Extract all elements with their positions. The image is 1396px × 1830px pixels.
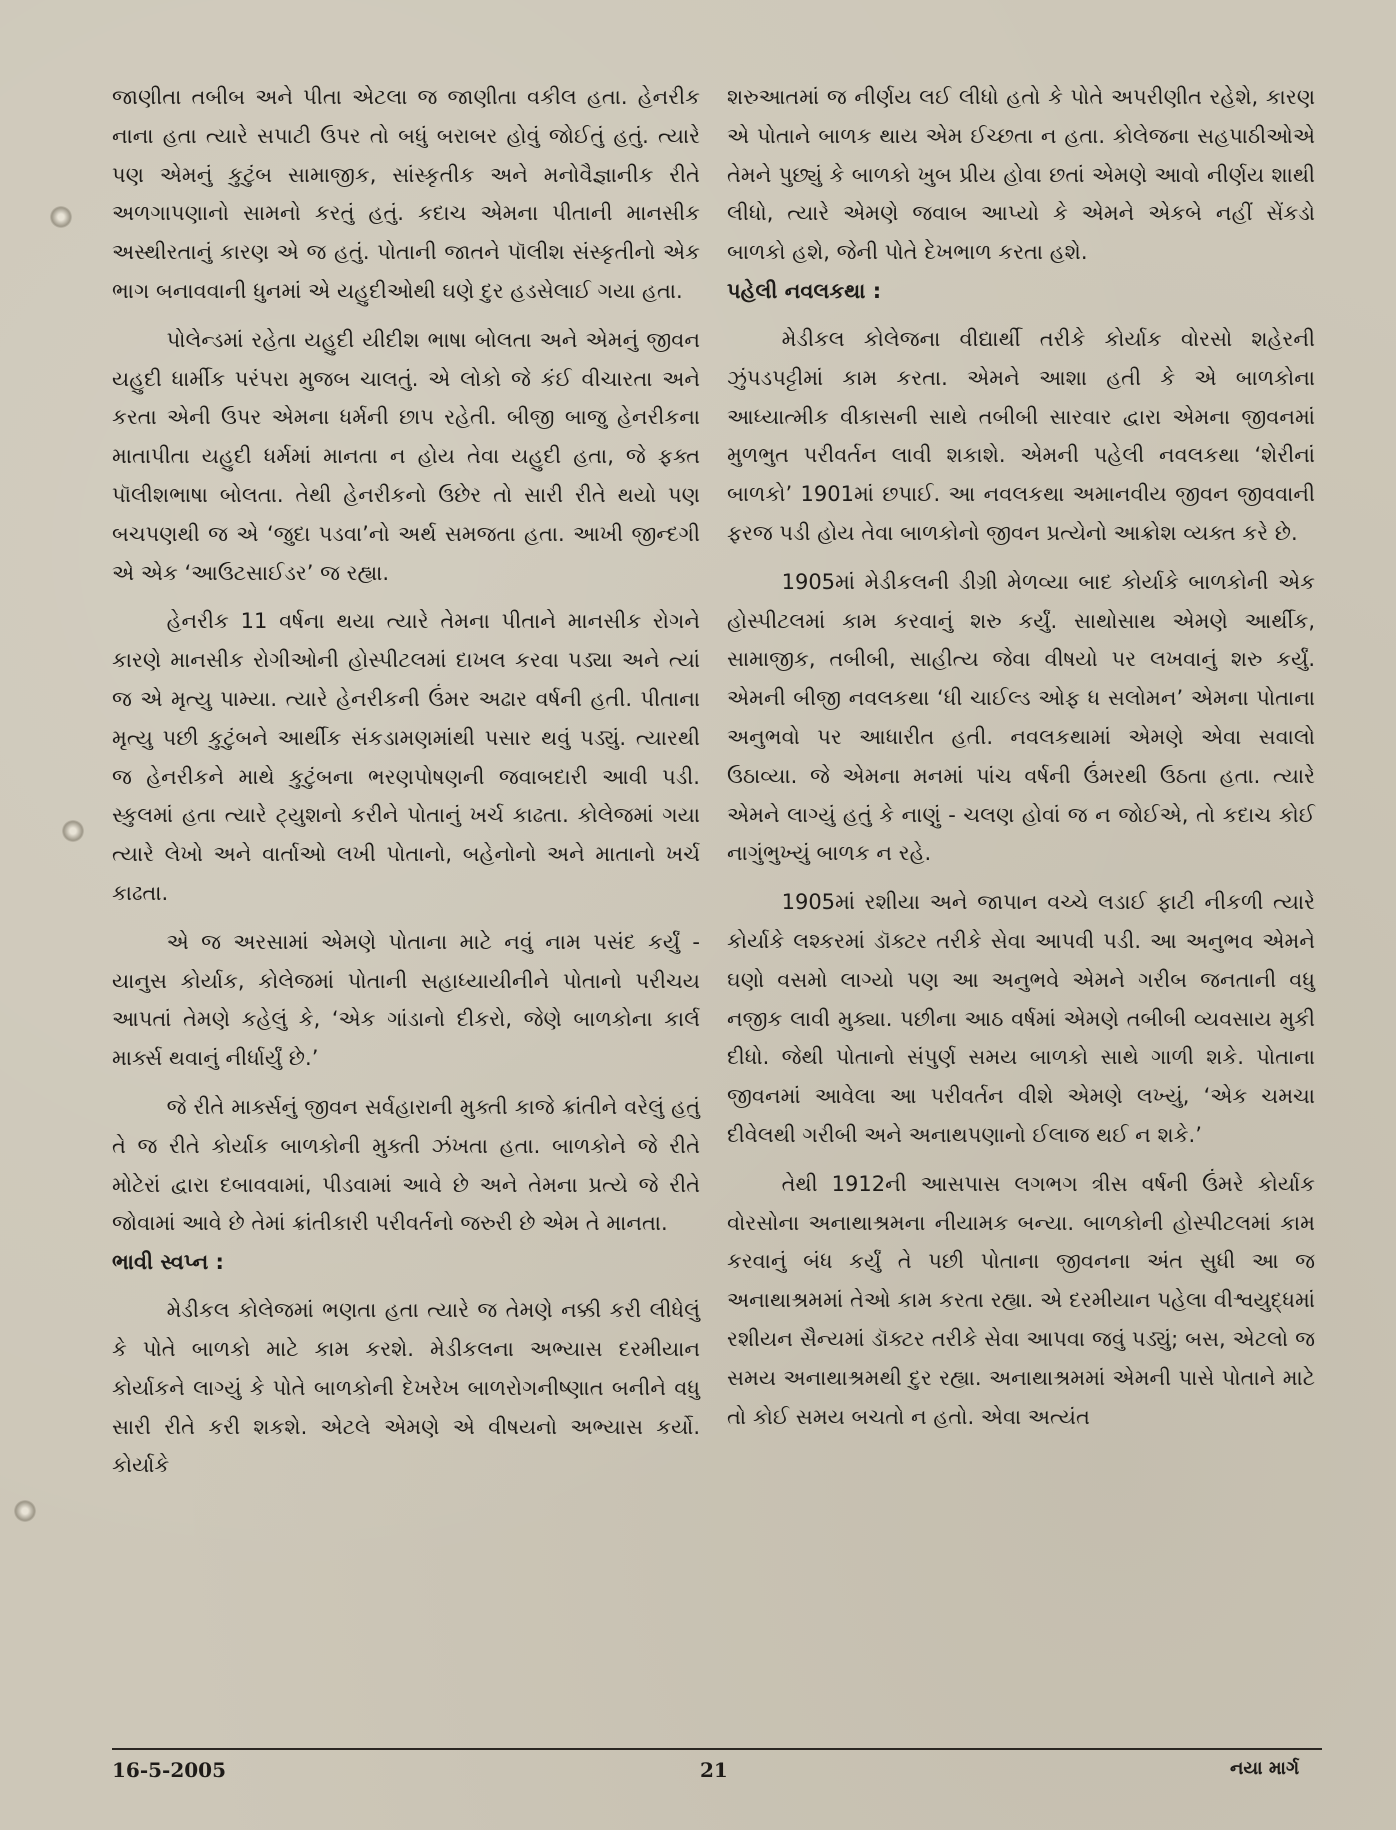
paragraph: 1905માં મેડીકલની ડીગ્રી મેળવ્યા બાદ કોર્યાકે બાળકોની એક હોસ્પીટલમાં કામ કરવાનું શરુ કર્યું. સાથોસાથ એમણે આર્થીક, સામાજીક, તબીબી, સાહીત્ય જેવા વીષયો પર લખવાનું શરુ કર્યું. એમની બીજી નવલકથા ‘ધી ચાઈલ્ડ ઓફ ધ સલોમન’ એમના પોતાના અનુભવો પર આધારીત હતી. નવલકથામાં એમણે એવા સવાલો ઉઠાવ્યા. જે એમના મનમાં પાંચ વર્ષની ઉંમરથી ઉઠતા હતા. ત્યારે એમને લાગ્યું હતું કે નાણું - ચલણ હોવાં જ ન જોઈએ, તો કદાચ કોઈ નાગુંભુખ્યું બાળક ન રહે. bbox=[727, 569, 1315, 866]
footer-page-number: 21 bbox=[700, 1758, 728, 1782]
paragraph: 1905માં રશીયા અને જાપાન વચ્ચે લડાઈ ફાટી નીકળી ત્યારે કોર્યાકે લશ્કરમાં ડૉક્ટર તરીકે સેવા આપવી પડી. આ અનુભવ એમને ઘણો વસમો લાગ્યો પણ આ અનુભવે એમને ગરીબ જનતાની વધુ નજીક લાવી મુક્યા. પછીના આઠ વર્ષમાં એમણે તબીબી વ્યવસાય મુકી દીધો. જેથી પોતાનો સંપુર્ણ સમય બાળકો સાથે ગાળી શકે. પોતાના જીવનમાં આવેલા આ પરીવર્તન વીશે એમણે લખ્યું, ‘એક ચમચા દીવેલથી ગરીબી અને અનાથપણાનો ઈલાજ થઈ ન શકે.’ bbox=[727, 890, 1315, 1147]
right-column bbox=[727, 78, 1315, 1436]
left-column bbox=[112, 78, 700, 1485]
footer-magazine-name: નયા માર્ગ bbox=[1230, 1758, 1300, 1779]
paragraph: તેથી 1912ની આસપાસ લગભગ ત્રીસ વર્ષની ઉંમરે કોર્યાક વોરસોના અનાથાશ્રમના નીયામક બન્યા. બાળકોની હોસ્પીટલમાં કામ કરવાનું બંધ કર્યું તે પછી પોતાના જીવનના અંત સુધી આ જ અનાથાશ્રમમાં તેઓ કામ કરતા રહ્યા. એ દરમીયાન પહેલા વીશ્વયુદ્ધમાં રશીયન સૈન્યમાં ડૉક્ટર તરીકે સેવા આપવા જવું પડ્યું; બસ, એટલો જ સમય અનાથાશ્રમથી દુર રહ્યા. અનાથાશ્રમમાં એમની પાસે પોતાને માટે તો કોઈ સમય બચતો ન હતો. એવા અત્યંત bbox=[727, 1171, 1315, 1429]
paragraph: એ જ અરસામાં એમણે પોતાના માટે નવું નામ પસંદ કર્યું - યાનુસ કોર્યાક, કોલેજમાં પોતાની સહાધ્યાયીનીને પોતાનો પરીચય આપતાં તેમણે કહેલું કે, ‘એક ગાંડાનો દીકરો, જેણે બાળકોના કાર્લ માર્ક્સ થવાનું નીર્ધાર્યું છે.’ bbox=[112, 929, 700, 1071]
punch-hole-mark bbox=[62, 820, 84, 842]
footer-rule bbox=[112, 1748, 1322, 1750]
paragraph: શરુઆતમાં જ નીર્ણય લઈ લીધો હતો કે પોતે અપરીણીત રહેશે, કારણ એ પોતાને બાળક થાય એમ ઈચ્છતા ન હતા. કોલેજના સહપાઠીઓએ તેમને પુછ્યું કે બાળકો ખુબ પ્રીય હોવા છતાં એમણે આવો નીર્ણય શાથી લીધો, ત્યારે એમણે જવાબ આપ્યો કે એમને એકબે નહીં સેંકડો બાળકો હશે, જેની પોતે દેખભાળ કરતા હશે. bbox=[727, 85, 1315, 265]
paragraph: હેનરીક 11 વર્ષના થયા ત્યારે તેમના પીતાને માનસીક રોગને કારણે માનસીક રોગીઓની હોસ્પીટલમાં દાખલ કરવા પડ્યા અને ત્યાં જ એ મૃત્યુ પામ્યા. ત્યારે હેનરીકની ઉંમર અઢાર વર્ષની હતી. પીતાના મૃત્યુ પછી કુટુંબને આર્થીક સંકડામણમાંથી પસાર થવું પડ્યું. ત્યારથી જ હેનરીકને માથે કુટુંબના ભરણપોષણની જવાબદારી આવી પડી. સ્કુલમાં હતા ત્યારે ટ્યુશનો કરીને પોતાનું ખર્ચ કાઢતા. કોલેજમાં ગયા ત્યારે લેખો અને વાર્તાઓ લખી પોતાનો, બહેનોનો અને માતાનો ખર્ચ કાઢતા. bbox=[112, 609, 700, 905]
footer-date: 16-5-2005 bbox=[112, 1758, 227, 1782]
punch-hole-mark bbox=[14, 1500, 36, 1522]
section-heading: ભાવી સ્વપ્ન : bbox=[112, 1250, 224, 1275]
paragraph: પોલેન્ડમાં રહેતા યહુદી યીદીશ ભાષા બોલતા અને એમનું જીવન યહુદી ધાર્મીક પરંપરા મુજબ ચાલતું. એ લોકો જે કંઈ વીચારતા અને કરતા એની ઉપર એમના ધર્મની છાપ રહેતી. બીજી બાજુ હેનરીકના માતાપીતા યહુદી ધર્મમાં માનતા ન હોય તેવા યહુદી હતા, જે ફક્ત પૉલીશભાષા બોલતા. તેથી હેનરીકનો ઉછેર તો સારી રીતે થયો પણ બચપણથી જ એ ‘જુદા પડવા’નો અર્થ સમજતા હતા. આખી જીન્દગી એ એક ‘આઉટસાઈડર’ જ રહ્યા. bbox=[112, 327, 700, 585]
paragraph: મેડીકલ કોલેજના વીદ્યાર્થી તરીકે કોર્યાક વોરસો શહેરની ઝુંપડપટ્ટીમાં કામ કરતા. એમને આશા હતી કે એ બાળકોના આધ્યાત્મીક વીકાસની સાથે તબીબી સારવાર દ્વારા એમના જીવનમાં મુળભુત પરીવર્તન લાવી શકાશે. એમની પહેલી નવલકથા ‘શેરીનાં બાળકો’ 1901માં છપાઈ. આ નવલકથા અમાનવીય જીવન જીવવાની ફરજ પડી હોય તેવા બાળકોનો જીવન પ્રત્યેનો આક્રોશ વ્યક્ત કરે છે. bbox=[727, 326, 1315, 545]
paragraph: જે રીતે માર્ક્સનું જીવન સર્વહારાની મુક્તી કાજે ક્રાંતીને વરેલું હતું તે જ રીતે કોર્યાક બાળકોની મુક્તી ઝંખતા હતા. બાળકોને જે રીતે મોટેરાં દ્વારા દબાવવામાં, પીડવામાં આવે છે અને તેમના પ્રત્યે જે રીતે જોવામાં આવે છે તેમાં ક્રાંતીકારી પરીવર્તનો જરુરી છે એમ તે માનતા. bbox=[112, 1094, 700, 1236]
paragraph: મેડીકલ કોલેજમાં ભણતા હતા ત્યારે જ તેમણે નક્કી કરી લીધેલું કે પોતે બાળકો માટે કામ કરશે. મેડીકલના અભ્યાસ દરમીયાન કોર્યાકને લાગ્યું કે પોતે બાળકોની દેખરેખ બાળરોગનીષ્ણાત બનીને વધુ સારી રીતે કરી શકશે. એટલે એમણે એ વીષયનો અભ્યાસ કર્યો. કોર્યાકે bbox=[112, 1298, 700, 1478]
punch-hole-mark bbox=[50, 206, 72, 228]
section-heading: પહેલી નવલકથા : bbox=[727, 278, 882, 303]
paragraph: જાણીતા તબીબ અને પીતા એટલા જ જાણીતા વકીલ હતા. હેનરીક નાના હતા ત્યારે સપાટી ઉપર તો બધું બરાબર હોવું જોઈતું હતું. ત્યારે પણ એમનું કુટુંબ સામાજીક, સાંસ્કૃતીક અને મનોવૈજ્ઞાનીક રીતે અળગાપણાનો સામનો કરતું હતું. કદાચ એમના પીતાની માનસીક અસ્થીરતાનું કારણ એ જ હતું. પોતાની જાતને પૉલીશ સંસ્કૃતીનો એક ભાગ બનાવવાની ધુનમાં એ યહુદીઓથી ઘણે દુર હડસેલાઈ ગયા હતા. bbox=[112, 85, 700, 303]
